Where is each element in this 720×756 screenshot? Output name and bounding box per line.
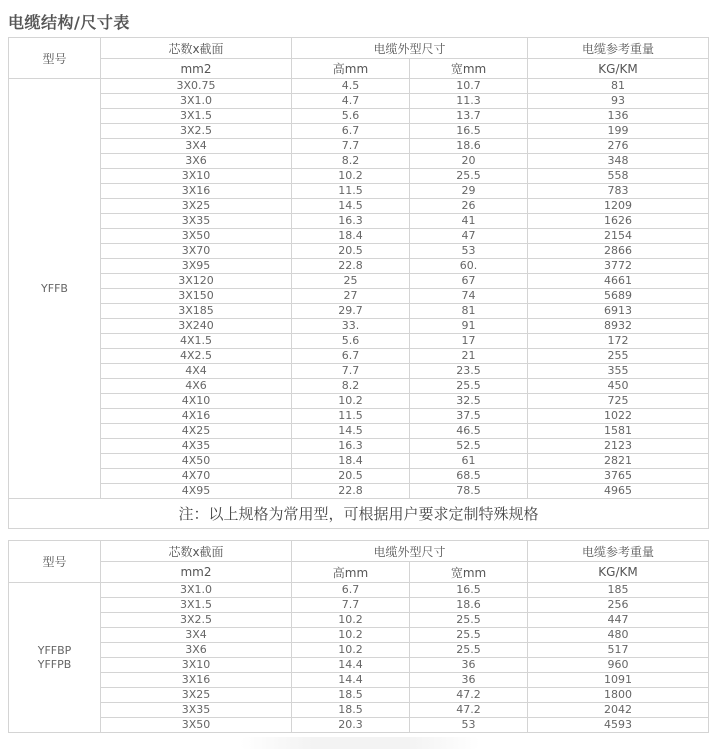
cell-width: 53 [410, 244, 528, 259]
cell-height: 11.5 [292, 184, 410, 199]
cell-width: 52.5 [410, 439, 528, 454]
cell-width: 25.5 [410, 643, 528, 658]
cell-cores: 3X0.75 [101, 79, 292, 94]
cell-cores: 4X35 [101, 439, 292, 454]
table-row [9, 79, 709, 94]
cell-width: 18.6 [410, 139, 528, 154]
cell-cores: 3X1.5 [101, 598, 292, 613]
cell-weight: 136 [528, 109, 709, 124]
table-row [9, 274, 709, 289]
cell-height: 6.7 [292, 583, 410, 598]
cell-height: 16.3 [292, 439, 410, 454]
cell-cores: 3X16 [101, 184, 292, 199]
cell-cores: 3X70 [101, 244, 292, 259]
cell-cores: 3X150 [101, 289, 292, 304]
cell-height: 22.8 [292, 484, 410, 499]
cell-weight: 355 [528, 364, 709, 379]
model-name-2: YFFPB [37, 657, 72, 671]
cell-weight: 4965 [528, 484, 709, 499]
cell-cores: 3X25 [101, 199, 292, 214]
cell-height: 6.7 [292, 349, 410, 364]
cell-height: 16.3 [292, 214, 410, 229]
cell-height: 18.5 [292, 688, 410, 703]
cell-width: 53 [410, 718, 528, 733]
cell-height: 20.5 [292, 244, 410, 259]
cell-cores: 4X4 [101, 364, 292, 379]
cell-weight: 480 [528, 628, 709, 643]
footnote: 注：以上规格为常用型，可根据用户要求定制特殊规格 [9, 499, 709, 529]
cell-width: 17 [410, 334, 528, 349]
header-model: 型号 [9, 38, 101, 79]
cell-height: 10.2 [292, 169, 410, 184]
table-row [9, 424, 709, 439]
table-row [9, 139, 709, 154]
header-weight-unit: KG/KM [528, 562, 709, 583]
cell-height: 14.4 [292, 658, 410, 673]
cell-cores: 3X240 [101, 319, 292, 334]
cell-height: 18.5 [292, 703, 410, 718]
cell-weight: 558 [528, 169, 709, 184]
table-row [9, 229, 709, 244]
cell-height: 18.4 [292, 454, 410, 469]
cell-width: 16.5 [410, 124, 528, 139]
cell-weight: 1626 [528, 214, 709, 229]
cell-cores: 3X2.5 [101, 613, 292, 628]
cell-cores: 3X25 [101, 688, 292, 703]
cell-width: 18.6 [410, 598, 528, 613]
cell-height: 10.2 [292, 643, 410, 658]
header-weight: 电缆参考重量 [528, 541, 709, 562]
cell-cores: 4X10 [101, 394, 292, 409]
table-row [9, 394, 709, 409]
table-row [9, 364, 709, 379]
table-row [9, 214, 709, 229]
table-row [9, 259, 709, 274]
cell-height: 5.6 [292, 334, 410, 349]
cell-width: 67 [410, 274, 528, 289]
header-model: 型号 [9, 541, 101, 583]
table-row [9, 718, 709, 733]
cell-cores: 3X2.5 [101, 124, 292, 139]
cell-cores: 3X50 [101, 718, 292, 733]
cell-width: 29 [410, 184, 528, 199]
cell-cores: 3X10 [101, 658, 292, 673]
cell-cores: 3X1.0 [101, 94, 292, 109]
cell-height: 5.6 [292, 109, 410, 124]
cell-cores: 4X2.5 [101, 349, 292, 364]
model-cell: YFFB [9, 79, 101, 499]
cell-weight: 93 [528, 94, 709, 109]
table-row [9, 304, 709, 319]
cell-weight: 4661 [528, 274, 709, 289]
cell-height: 33. [292, 319, 410, 334]
cell-cores: 4X6 [101, 379, 292, 394]
cell-width: 47.2 [410, 688, 528, 703]
cell-cores: 4X50 [101, 454, 292, 469]
cell-cores: 3X35 [101, 214, 292, 229]
cell-weight: 2866 [528, 244, 709, 259]
cell-height: 27 [292, 289, 410, 304]
header-height: 高mm [292, 59, 410, 79]
cell-width: 25.5 [410, 169, 528, 184]
cell-weight: 2821 [528, 454, 709, 469]
table-row [9, 454, 709, 469]
cell-width: 25.5 [410, 613, 528, 628]
cell-height: 29.7 [292, 304, 410, 319]
cell-height: 6.7 [292, 124, 410, 139]
cell-weight: 1209 [528, 199, 709, 214]
cell-height: 14.4 [292, 673, 410, 688]
cell-weight: 2123 [528, 439, 709, 454]
table-row [9, 409, 709, 424]
header-weight: 电缆参考重量 [528, 38, 709, 59]
table-row [9, 169, 709, 184]
model-name-1: YFFBP [37, 643, 72, 657]
header-height: 高mm [292, 562, 410, 583]
cell-cores: 4X25 [101, 424, 292, 439]
header-dims: 电缆外型尺寸 [292, 541, 528, 562]
cell-width: 10.7 [410, 79, 528, 94]
header-cores-unit: mm2 [101, 562, 292, 583]
header-weight-unit: KG/KM [528, 59, 709, 79]
model-cell [9, 583, 101, 733]
cell-cores: 4X1.5 [101, 334, 292, 349]
cell-width: 41 [410, 214, 528, 229]
table-row [9, 109, 709, 124]
table-row [9, 319, 709, 334]
cell-width: 16.5 [410, 583, 528, 598]
cell-weight: 255 [528, 349, 709, 364]
cell-weight: 172 [528, 334, 709, 349]
table-row [9, 199, 709, 214]
header-cores: 芯数x截面 [101, 38, 292, 59]
cell-height: 10.2 [292, 628, 410, 643]
cell-width: 36 [410, 673, 528, 688]
cell-cores: 3X4 [101, 628, 292, 643]
cell-height: 10.2 [292, 394, 410, 409]
cell-width: 61 [410, 454, 528, 469]
cell-weight: 1022 [528, 409, 709, 424]
cell-width: 78.5 [410, 484, 528, 499]
cell-width: 37.5 [410, 409, 528, 424]
table-row [9, 628, 709, 643]
cell-cores: 4X70 [101, 469, 292, 484]
cell-weight: 5689 [528, 289, 709, 304]
table-row [9, 469, 709, 484]
cell-height: 18.4 [292, 229, 410, 244]
cell-width: 36 [410, 658, 528, 673]
cell-height: 20.3 [292, 718, 410, 733]
cell-weight: 4593 [528, 718, 709, 733]
header-cores-unit: mm2 [101, 59, 292, 79]
cell-width: 60. [410, 259, 528, 274]
cell-height: 10.2 [292, 613, 410, 628]
cell-weight: 1091 [528, 673, 709, 688]
spec-table-yffbp [8, 540, 709, 733]
cell-cores: 3X1.5 [101, 109, 292, 124]
cell-height: 7.7 [292, 139, 410, 154]
table-row [9, 94, 709, 109]
cell-width: 32.5 [410, 394, 528, 409]
table-row [9, 379, 709, 394]
cell-weight: 6913 [528, 304, 709, 319]
cell-width: 23.5 [410, 364, 528, 379]
cell-height: 7.7 [292, 364, 410, 379]
table-row [9, 334, 709, 349]
cell-cores: 4X95 [101, 484, 292, 499]
cell-width: 13.7 [410, 109, 528, 124]
cell-width: 26 [410, 199, 528, 214]
cell-weight: 256 [528, 598, 709, 613]
cell-weight: 2042 [528, 703, 709, 718]
header-dims: 电缆外型尺寸 [292, 38, 528, 59]
cell-cores: 3X35 [101, 703, 292, 718]
cell-width: 11.3 [410, 94, 528, 109]
cell-cores: 3X16 [101, 673, 292, 688]
cell-height: 25 [292, 274, 410, 289]
cell-cores: 3X50 [101, 229, 292, 244]
table-row [9, 184, 709, 199]
cell-weight: 1581 [528, 424, 709, 439]
cell-cores: 3X6 [101, 154, 292, 169]
table-row [9, 658, 709, 673]
cell-weight: 725 [528, 394, 709, 409]
table-row [9, 244, 709, 259]
table-row [9, 613, 709, 628]
cell-weight: 783 [528, 184, 709, 199]
header-width: 宽mm [410, 562, 528, 583]
header-width: 宽mm [410, 59, 528, 79]
cell-weight: 3772 [528, 259, 709, 274]
cell-weight: 517 [528, 643, 709, 658]
cell-weight: 81 [528, 79, 709, 94]
cell-weight: 3765 [528, 469, 709, 484]
table-row [9, 154, 709, 169]
cell-weight: 199 [528, 124, 709, 139]
cell-weight: 276 [528, 139, 709, 154]
cell-weight: 450 [528, 379, 709, 394]
cell-height: 14.5 [292, 424, 410, 439]
cell-cores: 4X16 [101, 409, 292, 424]
table-row [9, 484, 709, 499]
table-row [9, 439, 709, 454]
cell-weight: 960 [528, 658, 709, 673]
table-row [9, 583, 709, 598]
spec-table-yffb [8, 37, 709, 529]
cell-cores: 3X185 [101, 304, 292, 319]
table-row [9, 643, 709, 658]
cell-weight: 348 [528, 154, 709, 169]
cell-width: 25.5 [410, 379, 528, 394]
cell-weight: 1800 [528, 688, 709, 703]
table-row [9, 688, 709, 703]
cell-weight: 447 [528, 613, 709, 628]
cell-width: 74 [410, 289, 528, 304]
cell-height: 4.5 [292, 79, 410, 94]
cell-width: 68.5 [410, 469, 528, 484]
cell-height: 4.7 [292, 94, 410, 109]
cell-height: 20.5 [292, 469, 410, 484]
table-row [9, 673, 709, 688]
scroll-fade [240, 737, 480, 749]
cell-width: 91 [410, 319, 528, 334]
table-row [9, 598, 709, 613]
cell-width: 47 [410, 229, 528, 244]
cell-cores: 3X1.0 [101, 583, 292, 598]
cell-width: 20 [410, 154, 528, 169]
table-row [9, 703, 709, 718]
cell-height: 8.2 [292, 154, 410, 169]
page-title: 电缆结构/尺寸表 [8, 13, 130, 32]
cell-cores: 3X4 [101, 139, 292, 154]
table-row [9, 124, 709, 139]
cell-width: 81 [410, 304, 528, 319]
cell-height: 11.5 [292, 409, 410, 424]
cell-height: 8.2 [292, 379, 410, 394]
cell-width: 47.2 [410, 703, 528, 718]
cell-weight: 8932 [528, 319, 709, 334]
cell-cores: 3X120 [101, 274, 292, 289]
cell-height: 22.8 [292, 259, 410, 274]
table-row [9, 289, 709, 304]
cell-cores: 3X6 [101, 643, 292, 658]
cell-width: 46.5 [410, 424, 528, 439]
cell-height: 7.7 [292, 598, 410, 613]
cell-weight: 2154 [528, 229, 709, 244]
cell-width: 25.5 [410, 628, 528, 643]
cell-width: 21 [410, 349, 528, 364]
table-row [9, 349, 709, 364]
header-cores: 芯数x截面 [101, 541, 292, 562]
cell-weight: 185 [528, 583, 709, 598]
cell-cores: 3X95 [101, 259, 292, 274]
cell-cores: 3X10 [101, 169, 292, 184]
cell-height: 14.5 [292, 199, 410, 214]
